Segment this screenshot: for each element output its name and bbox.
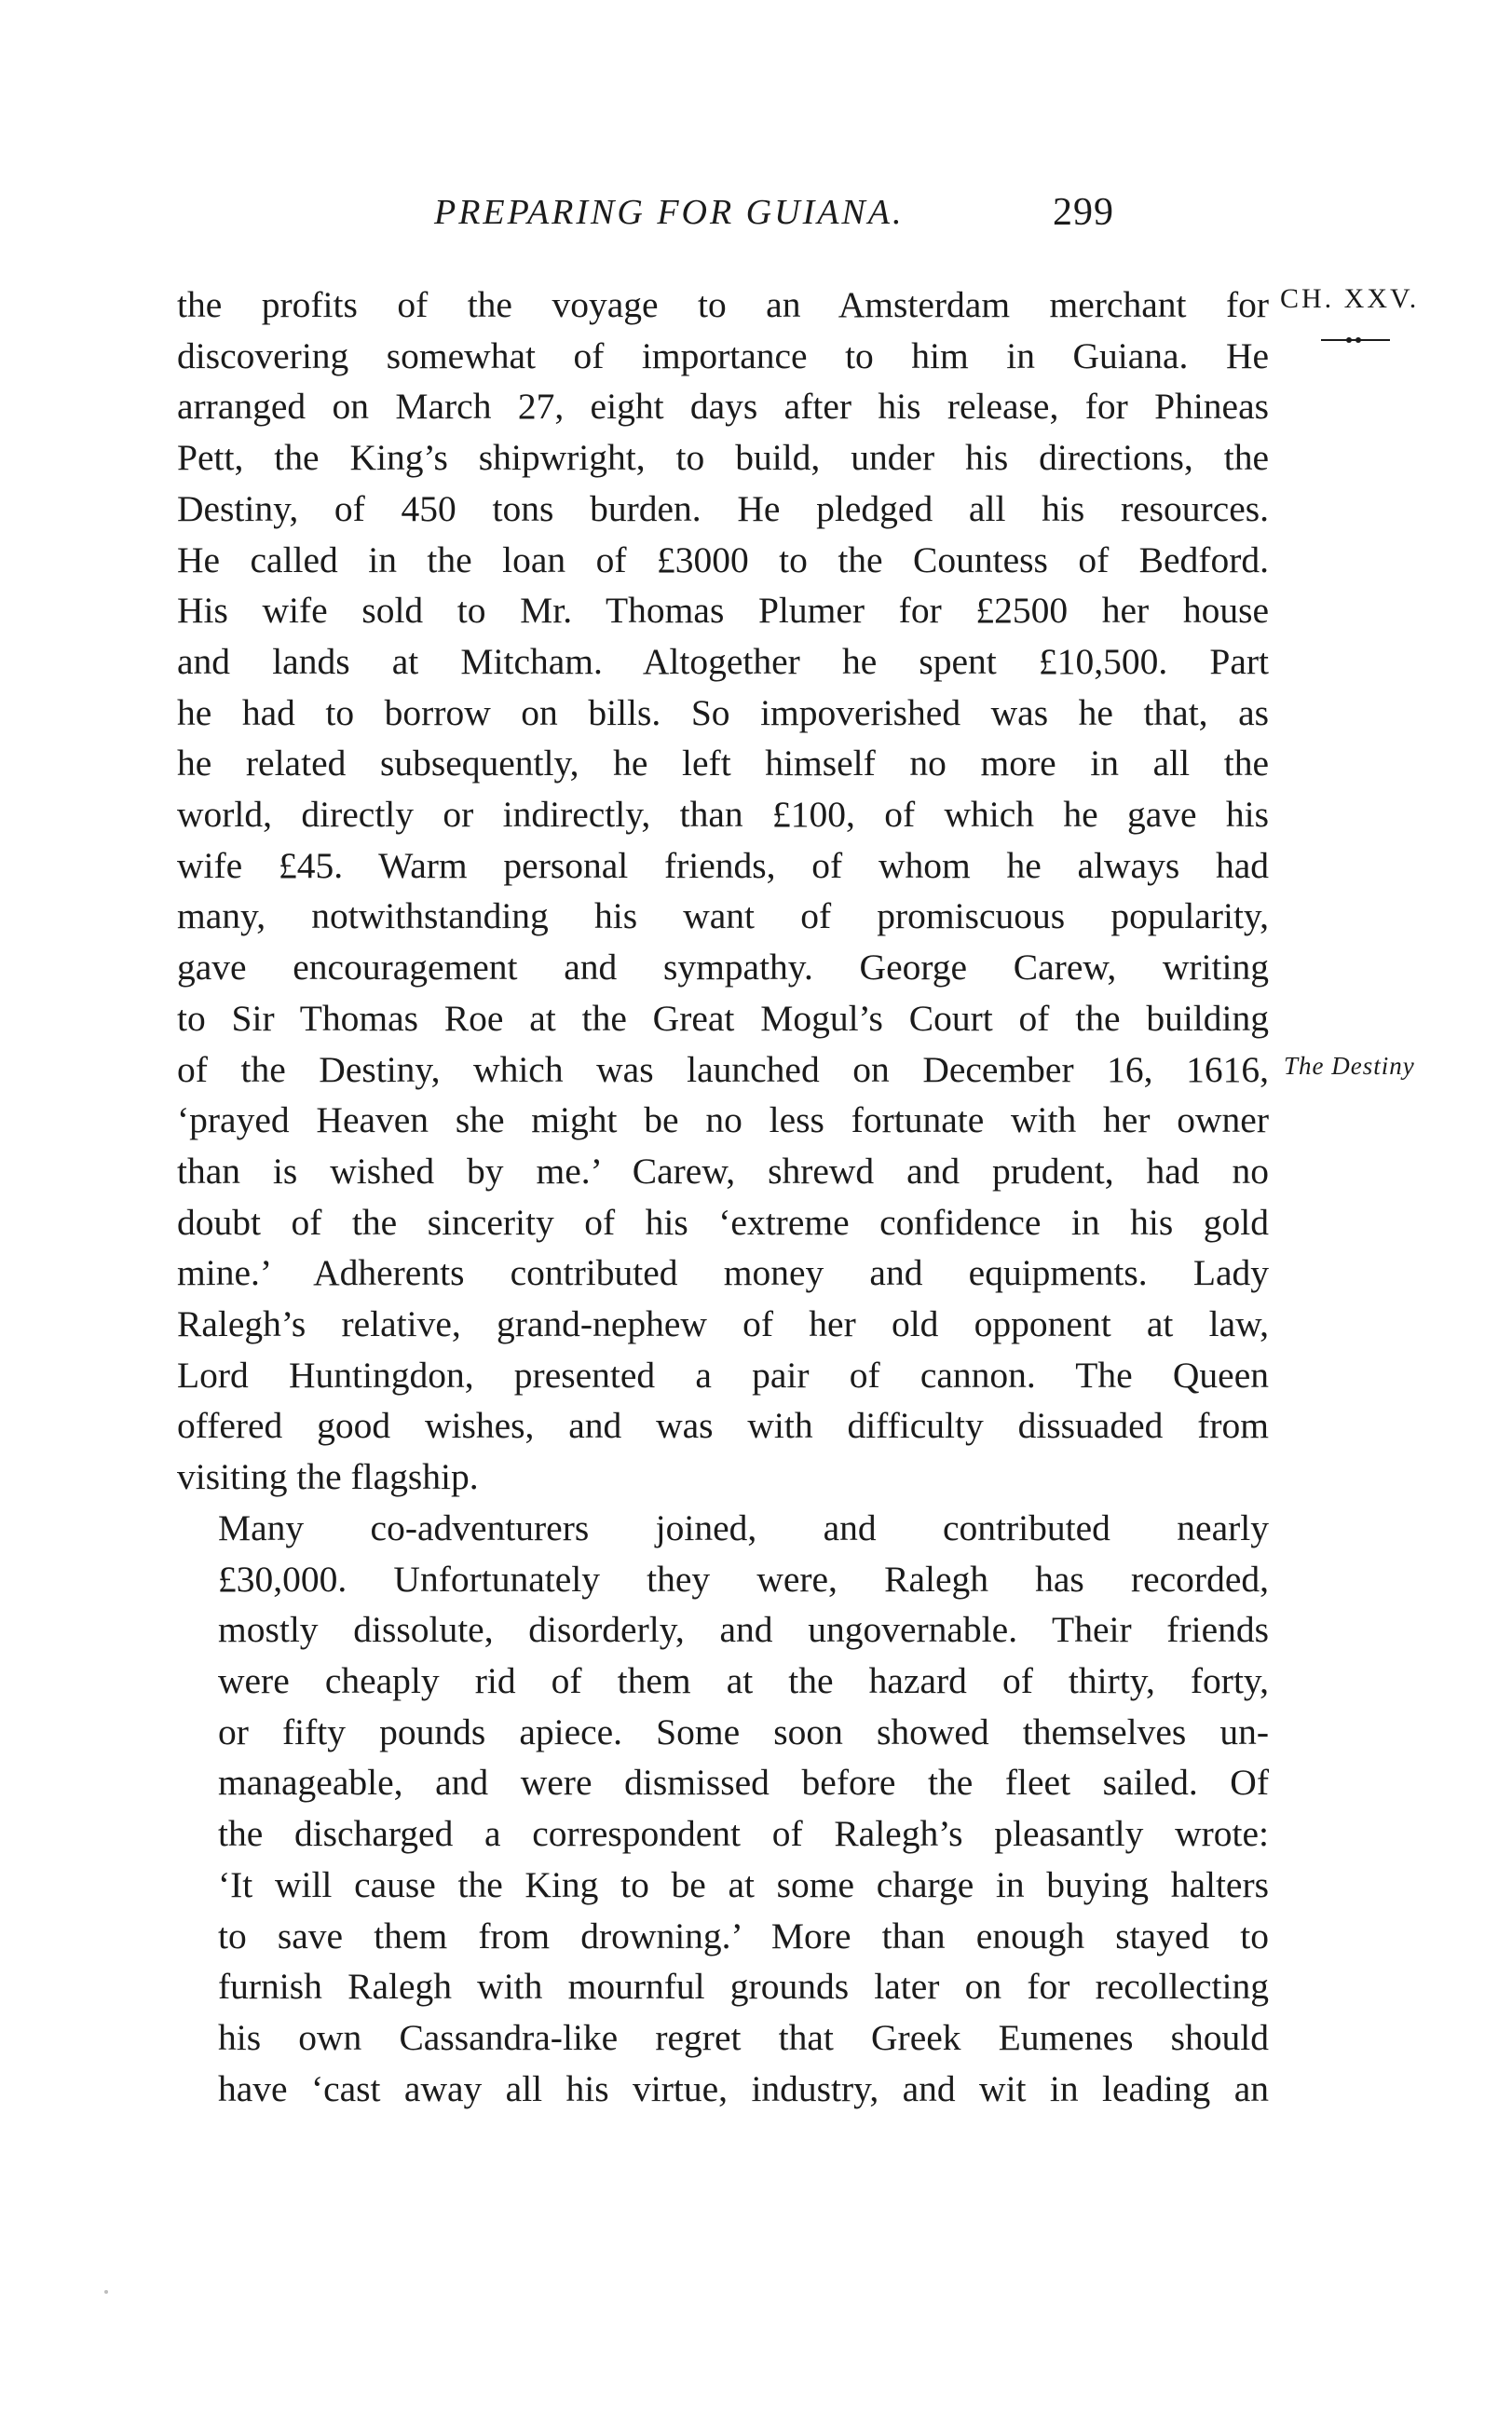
text-line: of the Destiny, which was launched on December 16, 1616, <box>177 1048 1269 1090</box>
text-line: visiting the flagship. <box>177 1456 479 1498</box>
text-line: the discharged a correspondent of Ralegh’s pleasantly wrote: <box>218 1813 1269 1855</box>
text-line: His wife sold to Mr. Thomas Plumer for £2500 her house <box>177 590 1269 632</box>
text-line: Pett, the King’s shipwright, to build, under his directions, the <box>177 437 1269 479</box>
text-line: doubt of the sincerity of his ‘extreme confidence in his gold <box>177 1201 1269 1243</box>
running-title: PREPARING FOR GUIANA. <box>434 193 905 232</box>
running-head <box>177 192 1276 248</box>
text-line: many, notwithstanding his want of promiscuous popularity, <box>177 895 1269 937</box>
text-line: ‘prayed Heaven she might be no less fortunate with her owner <box>177 1099 1269 1141</box>
text-line: He called in the loan of £3000 to the Countess of Bedford. <box>177 538 1269 580</box>
text-line: to Sir Thomas Roe at the Great Mogul’s Court of the building <box>177 997 1269 1039</box>
text-line: or fifty pounds apiece. Some soon showed themselves un- <box>218 1711 1269 1752</box>
chapter-margin-note: CH. XXV. <box>1280 283 1420 314</box>
text-line: gave encouragement and sympathy. George Carew, writing <box>177 947 1269 988</box>
text-line: his own Cassandra-like regret that Greek Eumenes should <box>218 2016 1269 2058</box>
text-line: ‘It will cause the King to be at some charge in buying halters <box>218 1863 1269 1905</box>
text-line: were cheaply rid of them at the hazard of thirty, forty, <box>218 1659 1269 1701</box>
ornament-dash-icon <box>1321 333 1390 348</box>
text-line: he had to borrow on bills. So impoverished was he that, as <box>177 691 1269 733</box>
paragraph-2 <box>177 1503 1269 2114</box>
text-line: have ‘cast away all his virtue, industry, and wit in leading an <box>218 2067 1269 2109</box>
text-line: Many co-adventurers joined, and contributed nearly <box>218 1506 1269 1548</box>
text-line: he related subsequently, he left himself no more in all the <box>177 743 1269 784</box>
paper-speck <box>104 2290 108 2294</box>
text-line: mine.’ Adherents contributed money and equipments. Lady <box>177 1252 1269 1294</box>
body-text <box>177 279 1269 2114</box>
text-line: offered good wishes, and was with difficulty dissuaded from <box>177 1405 1269 1447</box>
text-line: furnish Ralegh with mournful grounds later on for recollecting <box>218 1966 1269 2008</box>
text-line: £30,000. Unfortunately they were, Ralegh has recorded, <box>218 1558 1269 1600</box>
text-line: and lands at Mitcham. Altogether he spent £10,500. Part <box>177 640 1269 682</box>
text-line: Destiny, of 450 tons burden. He pledged all his resources. <box>177 487 1269 529</box>
text-line: mostly dissolute, disorderly, and ungovernable. Their friends <box>218 1609 1269 1651</box>
text-line: world, directly or indirectly, than £100, of which he gave his <box>177 794 1269 836</box>
text-line: Ralegh’s relative, grand-nephew of her old opponent at law, <box>177 1303 1269 1345</box>
text-line: arranged on March 27, eight days after his release, for Phineas <box>177 386 1269 428</box>
text-line: to save them from drowning.’ More than enough stayed to <box>218 1915 1269 1956</box>
destiny-margin-note: The Destiny <box>1284 1052 1415 1080</box>
text-line: discovering somewhat of importance to him in Guiana. He <box>177 334 1269 376</box>
text-line: Lord Huntingdon, presented a pair of cannon. The Queen <box>177 1354 1269 1396</box>
text-line: than is wished by me.’ Carew, shrewd and prudent, had no <box>177 1150 1269 1192</box>
page-number: 299 <box>1053 191 1114 234</box>
paragraph-1 <box>177 279 1269 1503</box>
text-line: manageable, and were dismissed before the fleet sailed. Of <box>218 1762 1269 1804</box>
text-line: wife £45. Warm personal friends, of whom he always had <box>177 844 1269 886</box>
text-line: the profits of the voyage to an Amsterdam merchant for <box>177 284 1269 325</box>
